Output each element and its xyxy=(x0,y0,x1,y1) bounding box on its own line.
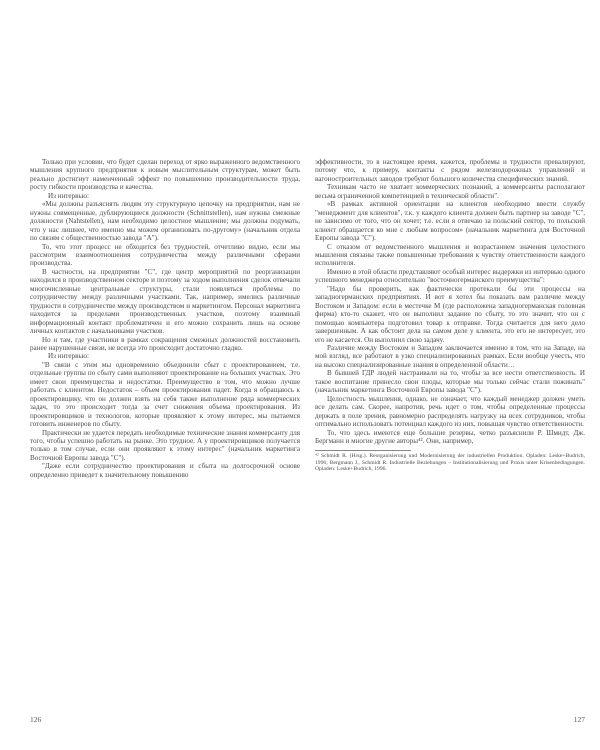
paragraph: Практически не удается передать необходимые технические знания коммерсанту для того, чтобы успешно работать на рынке. Это трудное. А у проектировщиков получается только в том случае, если они проявляют к этому интерес" (начальник маркетинга Восточной Европы завода "С"). xyxy=(30,428,300,462)
paragraph: Но и там, где участники в рамках сокращения смежных должностей восстановить ранее нарушенные связи, не всегда это происходит достаточно гладко. xyxy=(30,335,300,352)
footnote-divider xyxy=(315,450,411,451)
paragraph: В частности, на предприятии "С", где центр мероприятий по реорганизации находился в производственном секторе и поэтому за ходом выполнения сделок отвечали многочисленные центральные структуры, стали появляться проблемы по сотрудничеству между различными участками. Так, например, имелись различные трудности в сотрудничестве между производством и маркетингом. Персонал маркетинга находится за пределами производственных участков, поэтому взаимный информационный контакт проблематичен и его можно сохранить лишь на основе личных контактов с начальниками участков. xyxy=(30,267,300,336)
paragraph: То, что здесь имеются еще большие резервы, четко разъяснили Р. Шмидт, Дж. Бергманн и многие другие авторы⁴². Они, например, xyxy=(315,428,585,445)
right-page xyxy=(315,158,585,734)
footnote: ⁴² Schmidt R. (Hrsg.). Reorganisierung und Modernisierung der industriellen Produktion. Opladen: Leske+Budrich, 1996; Bergmann J., Schmidt R. Industrielle Beziehungen – Institutionalisierung und Praxis unter Krisenbedingungen. Opladen: Leske+Budrich, 1996. xyxy=(315,453,585,473)
paragraph-continuation: эффективности, то в настоящее время, кажется, проблемы и трудности превалируют, потому что, к примеру, контакты с рядом железнодорожных управлений и вагоностроительных заводов требуют большого количества специфических знаний. xyxy=(315,158,585,183)
paragraph: "В связи с этим мы одновременно объединили сбыт с проектированием, т.е. отдельные группы по сбыту сами выполняют проектирование на больших участках. Это имеет свои преимущества и недостатки. Преимущество в том, что можно лучше работать с клиентом. Недостаток – объем проектирования падет. Когда я обращаюсь к проектировщику, что он должен взять на себя также выполнение ряда коммерческих задач, то это происходит тогда за счет снижения объема проектирования. Из проектировщиков и технологов, которые проявляют к этому интерес, мы пытаемся готовить инженеров по сбыту. xyxy=(30,360,300,429)
paragraph: "Даже если сотрудничество проектирования и сбыта на долгосрочной основе определенно приведет к значительному повышению xyxy=(30,462,300,479)
paragraph: "Надо бы проверить, как фактически протекали бы эти процессы на западногерманских предприятиях. И вот я хотел бы показать вам различие между Востоком и Западом: если в местечке М (где расположена западногерманская головная фирма) кто-то скажет, что он выполнил задание по сбыту, то это значит, что он с помощью компьютера подготовил товар к отправке. Тогда считается для него дело завершенным. А как обстоит дела на самом деле у клиента, это его не интересует, это его не касается. Он выполнил свою задачу. xyxy=(315,284,585,344)
right-text-column xyxy=(315,158,585,696)
paragraph: С отказом от ведомственного мышления и возрастанием значения целостного мышления связаны также повышенные требования к чувству ответственности каждого исполнителя. xyxy=(315,242,585,268)
page-number-right: 127 xyxy=(573,715,585,724)
interview-label: Из интервью: xyxy=(48,191,89,200)
paragraph: То, что этот процесс не обходится без трудностей, отчетливо видно, если мы рассмотрим взаимоотношения сотрудничества между различными сферами производства. xyxy=(30,242,300,268)
paragraph: Техникам часто не хватает коммерческих познаний, а коммерсанты располагают весьма ограниченной компетенцией в технической области". xyxy=(315,183,585,200)
paragraph: Только при условии, что будет сделан переход от ярко выраженного ведомственного мышления крупного предприятия к новым мыслительным структурам, может быть реально достигнут наменченный эффект по повышению производительности труда, росту гибкости производства и качества. xyxy=(30,158,300,192)
paragraph: Именно в этой области представляют особый интерес выдержки из интервью одного успешного менеджера относительно "восточногерманского преимущества": xyxy=(315,267,585,285)
paragraph: «Мы должны разъяснять людям эту структурную цепочку на предприятии, нам не нужны совмещенные, дублирующиеся должности (Schnittstellen), нам нужны смежные должности (Nahtstellen), нам необходимо целостное мышление; мы должны подумать, что у нас лишнее, что именно мы можем организовать по-другому» (начальник отдела по связям с общественностью завода "А"). xyxy=(30,200,300,243)
paragraph: Целостность мышления, однако, не означает, что каждый менеджер должен уметь все делать сам. Скорее, напротив, речь идет о том, чтобы определенные процессы держать в поле зрения, равномерно распределять нагрузку на всех сотрудников, чтобы оптимально использовать потенциал каждого из них, повышая чувство ответственности. xyxy=(315,394,585,429)
paragraph: В бывшей ГДР людей настраивали на то, чтобы за все нести ответственность. И такое воспитание принесло свои плоды, которые мы только сейчас стали пожинать" (начальник маркетинга Восточной Европы завода "С"). xyxy=(315,369,585,395)
paragraph: «В рамках активной ориентации на клиентов необходимо ввести службу "менеджмент для клиентов", т.к. у каждого клиента должен быть партнер на заводе "С", не зависимо от того, что он хочет; т.е. если я отвечаю за польский сектор, то польский клиент обращается ко мне с любым вопросом» (начальник маркетинга для Восточной Европы завода "С"). xyxy=(315,200,585,243)
left-page xyxy=(30,158,300,734)
interview-label: Из интервью: xyxy=(48,352,89,361)
left-text-column xyxy=(30,158,300,696)
paragraph: Различие между Востоком и Западом заключается именно в том, что на Западе, на мой взгляд, все работают в узко специализированных рамках. Если вообще учесть, что на высоко специализированные знания в определенной области… xyxy=(315,343,585,369)
page-number-left: 126 xyxy=(30,715,42,724)
